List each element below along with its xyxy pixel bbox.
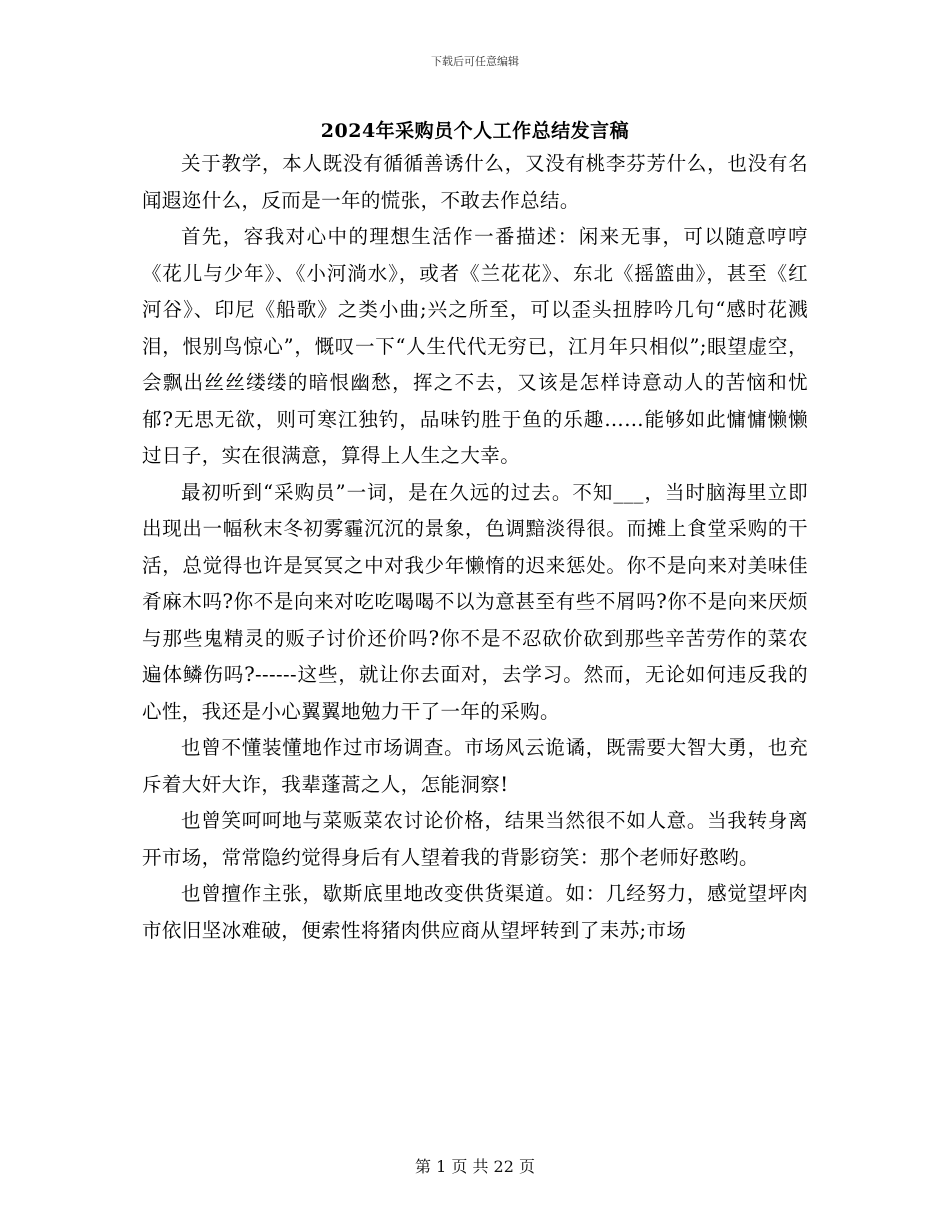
paragraph: 最初听到“采购员”一词，是在久远的过去。不知___，当时脑海里立即出现出一幅秋末冬初雾霾沉沉的景象，色调黯淡得很。而摊上食堂采购的干活，总觉得也许是冥冥之中对我少年懒惰的迟来惩处。你不是向来对美味佳肴麻木吗?你不是向来对吃吃喝喝不以为意甚至有些不屑吗?你不是向来厌烦与那些鬼精灵的贩子讨价还价吗?你不是不忍砍价砍到那些辛苦劳作的菜农遍体鳞伤吗?------这些，就让你去面对，去学习。然而，无论如何违反我的心性，我还是小心翼翼地勉力干了一年的采购。 — [142, 480, 808, 723]
paragraph: 关于教学，本人既没有循循善诱什么，又没有桃李芬芳什么，也没有名闻遐迩什么，反而是一年的慌张，不敢去作总结。 — [142, 152, 808, 212]
page-number: 第 1 页 共 22 页 — [415, 1157, 535, 1176]
document-body — [142, 146, 808, 949]
paragraph: 首先，容我对心中的理想生活作一番描述：闲来无事，可以随意哼哼《花儿与少年》、《小河淌水》，或者《兰花花》、东北《摇篮曲》，甚至《红河谷》、印尼《船歌》之类小曲;兴之所至，可以歪头扭脖吟几句“感时花溅泪，恨别鸟惊心”，慨叹一下“人生代代无穷已，江月年只相似”;眼望虚空，会飘出丝丝缕缕的暗恨幽愁，挥之不去，又该是怎样诗意动人的苦恼和忧郁?无思无欲，则可寒江独钓，品味钓胜于鱼的乐趣……能够如此慵慵懒懒过日子，实在很满意，算得上人生之大幸。 — [142, 225, 808, 467]
document-title: 2024年采购员个人工作总结发言稿 — [320, 120, 630, 142]
paragraph: 也曾笑呵呵地与菜贩菜农讨论价格，结果当然很不如人意。当我转身离开市场，常常隐约觉得身后有人望着我的背影窃笑：那个老师好憨哟。 — [142, 809, 808, 869]
paragraph: 也曾擅作主张，歇斯底里地改变供货渠道。如：几经努力，感觉望坪肉市依旧坚冰难破，便索性将猪肉供应商从望坪转到了耒苏;市场 — [142, 882, 808, 942]
header-note: 下载后可任意编辑 — [431, 55, 519, 68]
paragraph: 也曾不懂装懂地作过市场调查。市场风云诡谲，既需要大智大勇，也充斥着大奸大诈，我辈蓬蒿之人，怎能洞察! — [142, 736, 808, 796]
